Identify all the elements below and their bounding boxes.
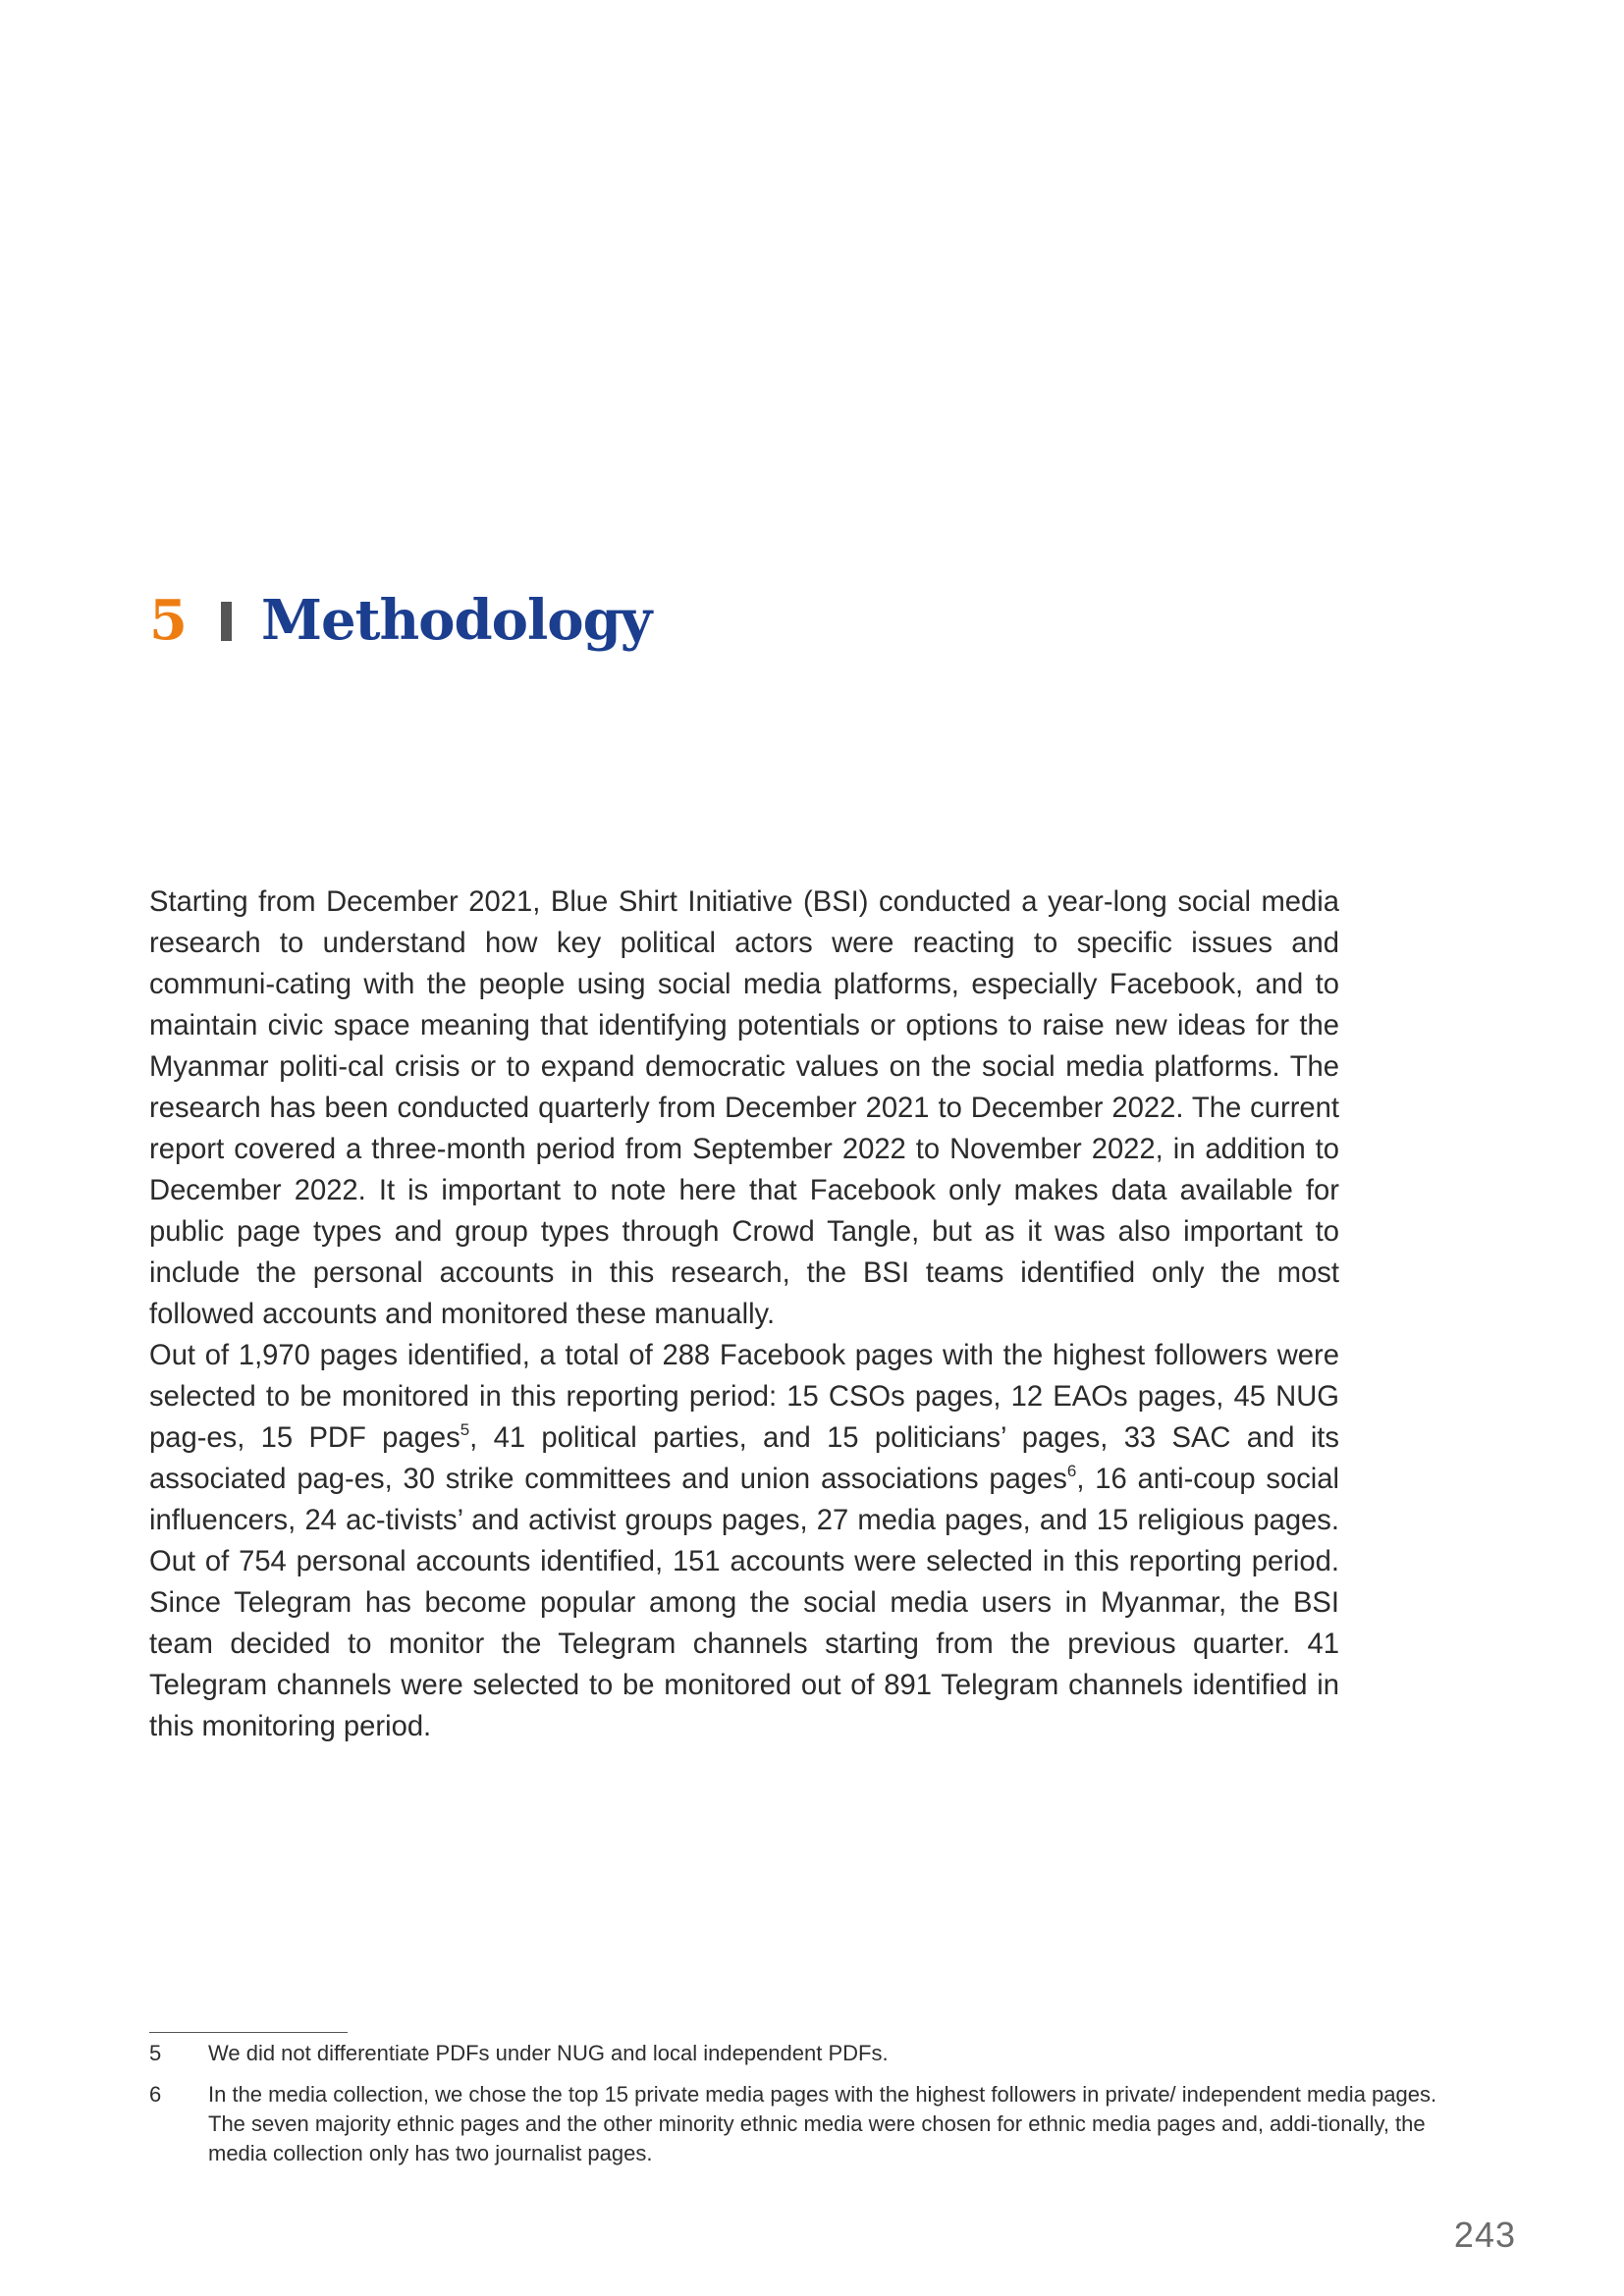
paragraph-text: , 16 anti-coup social influencers, 24 ac-tivists’ and activist groups pages, 27 media pages, and 15 religious pages. Out of 754 personal accounts identified, 151 accounts were selected in this reporting period. Since Telegram has become popular among the social media users in Myanmar, the BSI team decided to monitor the Telegram channels starting from the previous quarter. 41 Telegram channels were selected to be monitored out of 891 Telegram channels identified in this monitoring period. bbox=[149, 1464, 1339, 1742]
section-number: 5 bbox=[149, 588, 188, 653]
footnote-text: In the media collection, we chose the top 15 private media pages with the highest followers in private/ independent media pages. The seven majority ethnic pages and the other minority ethnic media were chosen for ethnic media pages and, addi-tionally, the media collection only has two journalist pages. bbox=[208, 2082, 1437, 2165]
footnote-number: 6 bbox=[149, 2082, 162, 2107]
footnote-text: We did not differentiate PDFs under NUG and local independent PDFs. bbox=[208, 2041, 889, 2065]
footnote bbox=[149, 2080, 1473, 2168]
paragraph bbox=[149, 1335, 1339, 1747]
section-heading bbox=[149, 585, 651, 656]
section-title: Methodology bbox=[260, 588, 652, 653]
paragraph: Starting from December 2021, Blue Shirt Initiative (BSI) conducted a year-long social media research to understand how key political actors were reacting to specific issues and communi-cating with the people using social media platforms, especially Facebook, and to maintain civic space meaning that identifying potentials or options to raise new ideas for the Myanmar politi-cal crisis or to expand democratic values on the social media platforms. The research has been conducted quarterly from December 2021 to December 2022. The current report covered a three-month period from September 2022 to November 2022, in addition to December 2022. It is important to note here that Facebook only makes data available for public page types and group types through Crowd Tangle, but as it was also important to include the personal accounts in this research, the BSI teams identified only the most followed accounts and monitored these manually. bbox=[149, 886, 1339, 1330]
heading-separator bbox=[221, 602, 232, 641]
page-number: 243 bbox=[1453, 2215, 1516, 2255]
paragraph-text: Out of 1,970 pages identified, a total of 288 Facebook pages with the highest followers were selected to be monitored in this reporting period: 15 CSOs pages, 12 EAOs pages, 45 NUG pag-es, 15 PDF pages bbox=[149, 1340, 1339, 1454]
body-text bbox=[149, 881, 1339, 1747]
footnote-reference[interactable]: 6 bbox=[1066, 1462, 1077, 1480]
footnotes bbox=[149, 2039, 1473, 2180]
footnote-divider bbox=[149, 2032, 348, 2033]
footnote-number: 5 bbox=[149, 2041, 162, 2065]
footnote-reference[interactable]: 5 bbox=[460, 1420, 470, 1439]
paragraph-text: , 41 political parties, and 15 politicians’ pages, 33 SAC and its associated pag-es, 30 strike committees and union associations pages bbox=[149, 1422, 1340, 1495]
footnote bbox=[149, 2039, 1473, 2068]
